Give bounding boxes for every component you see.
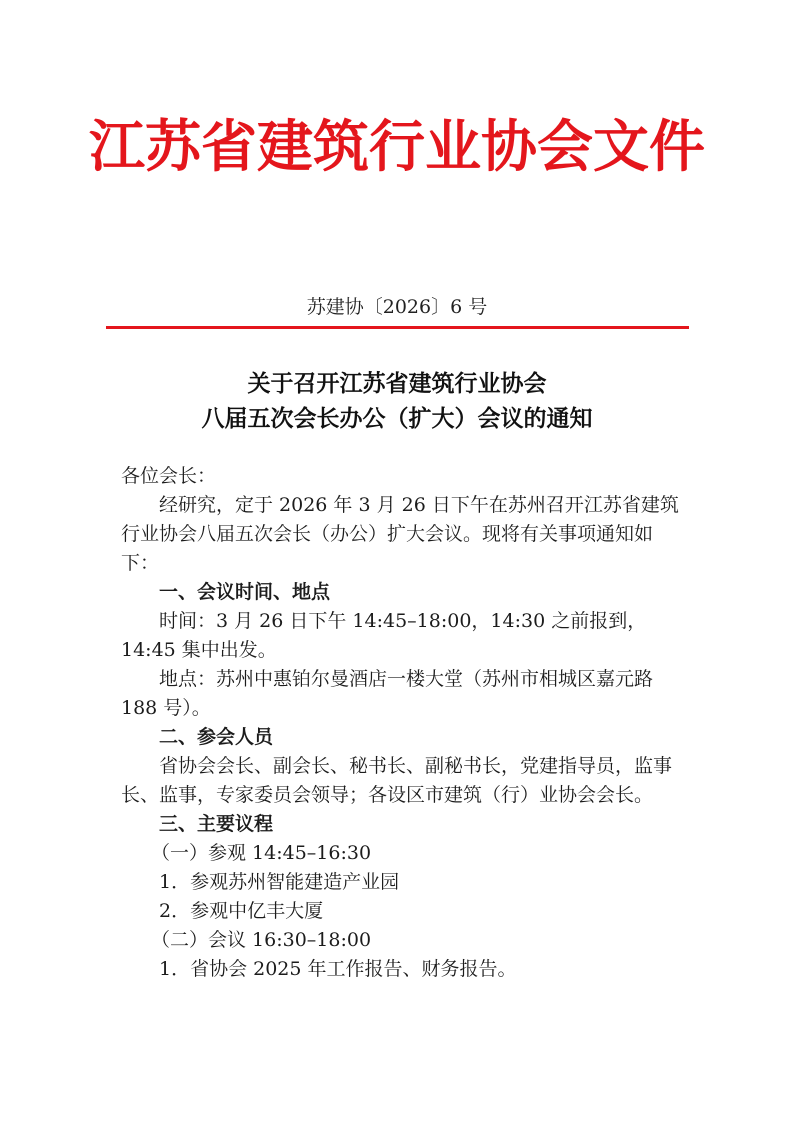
notice-title-line-2: 八届五次会长办公（扩大）会议的通知 — [201, 405, 593, 432]
section-1-heading: 一、会议时间、地点 — [159, 581, 331, 603]
intro-paragraph: 经研究，定于 2026 年 3 月 26 日下午在苏州召开江苏省建筑行业协会八届五次会长（办公）扩大会议。现将有关事项通知如下： — [121, 494, 679, 574]
agenda-part-1-item-2: 2．参观中亿丰大厦 — [159, 900, 324, 922]
agenda-part-2: （二）会议 16:30–18:00 — [151, 929, 372, 951]
meeting-time-paragraph: 时间：3 月 26 日下午 14:45–18:00，14:30 之前报到，14:45 集中出发。 — [121, 610, 647, 661]
section-3-heading: 三、主要议程 — [159, 813, 274, 835]
notice-body — [121, 462, 679, 984]
attendees-paragraph: 省协会会长、副会长、秘书长、副秘书长，党建指导员，监事长、监事，专家委员会领导；各设区市建筑（行）业协会会长。 — [121, 755, 673, 806]
agenda-part-1: （一）参观 14:45–16:30 — [151, 842, 372, 864]
meeting-place-paragraph: 地点：苏州中惠铂尔曼酒店一楼大堂（苏州市相城区嘉元路 188 号）。 — [121, 668, 654, 719]
notice-title-line-1: 关于召开江苏省建筑行业协会 — [247, 370, 547, 397]
section-2-heading: 二、参会人员 — [159, 726, 274, 748]
document-number: 苏建协〔2026〕6 号 — [306, 296, 488, 318]
red-divider-line — [106, 326, 689, 329]
org-header-title: 江苏省建筑行业协会文件 — [89, 114, 705, 180]
salutation: 各位会长： — [121, 465, 217, 487]
agenda-part-2-item-1: 1．省协会 2025 年工作报告、财务报告。 — [159, 958, 517, 980]
agenda-part-1-item-1: 1．参观苏州智能建造产业园 — [159, 871, 400, 893]
